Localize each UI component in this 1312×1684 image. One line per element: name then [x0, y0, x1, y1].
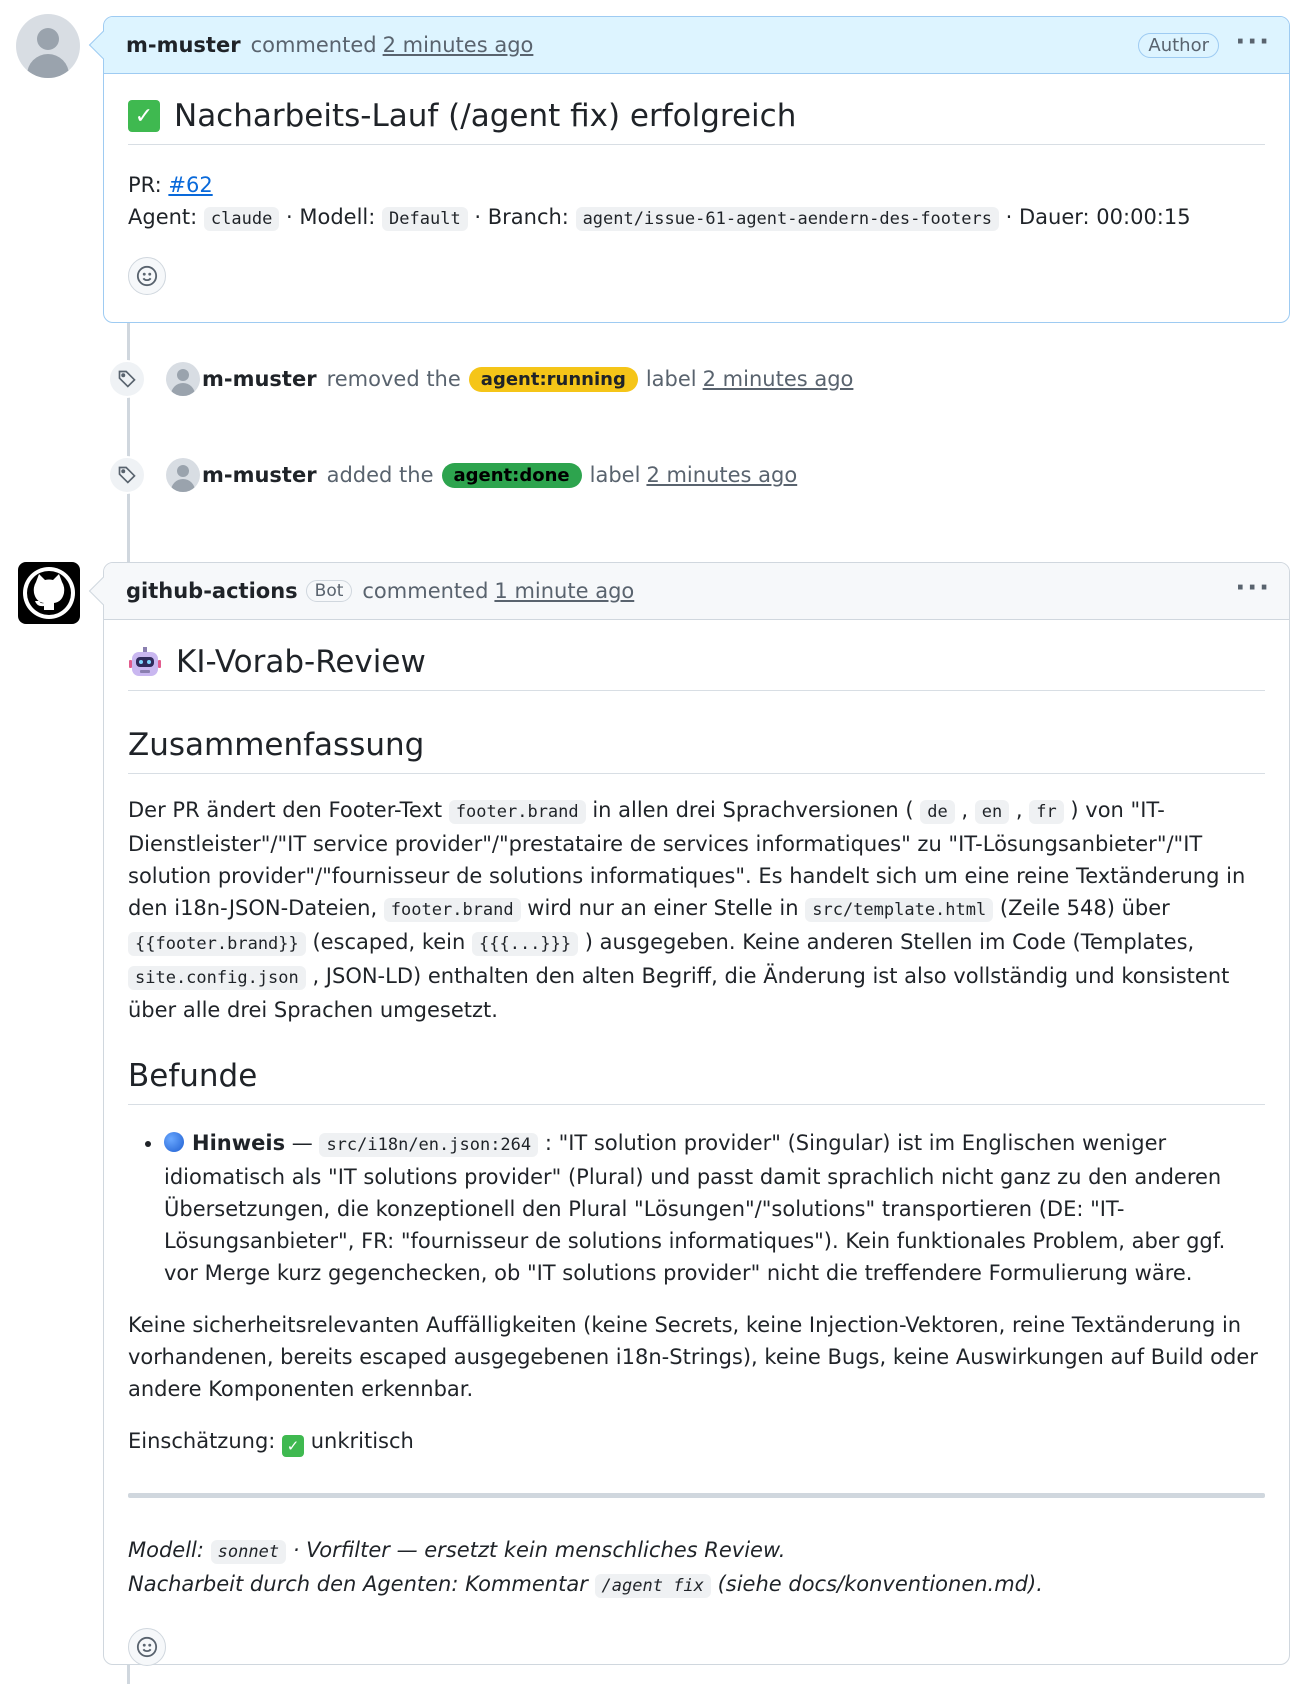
smiley-icon: [136, 265, 158, 287]
list-item: • Hinweis — src/i18n/en.json:264 : "IT solution provider" (Singular) ist im Englischen weniger idiomatisch als "IT solutions provider" (Plural) und passt damit sprachlich nicht ganz zu den anderen Übersetzungen, die konzeptionell den Plural "Lösungen"/"solutions" transportieren (DE: "IT-Lösungsanbieter", FR: "fournisseur de solutions informatiques"). Kein funktionales Problem, aber ggf. vor Merge kurz gegenchecken, ob "IT solutions provider" nicht die treffendere Formulierung wäre.: [164, 1127, 1265, 1289]
tag-icon: [108, 456, 146, 494]
pr-line: [128, 169, 1265, 201]
comment-title-text: Nacharbeits-Lauf (/agent fix) erfolgreich: [174, 98, 797, 134]
model-label: · Modell:: [286, 205, 376, 229]
comment-timestamp[interactable]: 1 minute ago: [494, 579, 635, 603]
github-actions-avatar[interactable]: [18, 562, 80, 624]
comment-action: commented: [362, 579, 489, 603]
section-heading-summary: Zusammenfassung: [128, 727, 1265, 774]
branch-value: agent/issue-61-agent-aendern-des-footers: [576, 207, 999, 231]
comment-title: [128, 644, 1265, 691]
blue-circle-icon: [164, 1132, 184, 1152]
assessment-line: Einschätzung: ✓ unkritisch: [128, 1429, 414, 1455]
summary-paragraph: Der PR ändert den Footer-Text footer.brand in allen drei Sprachversionen ( de , en , fr ) von "IT-Dienstleister"/"IT service provider"/"prestataire de services informatiques" zu "IT-Lösungsanbieter"/"IT solution provider"/"fournisseur de solutions informatiques". Es handelt sich um eine reine Textänderung in den i18n-JSON-Dateien, footer.brand wird nur an einer Stelle in src/template.html (Zeile 548) über {{footer.brand}} (escaped, kein {{{...}}} ) ausgegeben. Keine anderen Stellen im Code (Templates, site.config.json , JSON-LD) enthalten den alten Begriff, die Änderung ist also vollständig und konsistent über alle drei Sprachen umgesetzt.: [128, 798, 1246, 1022]
event-author[interactable]: m-muster: [202, 367, 317, 391]
agent-value: claude: [204, 207, 279, 231]
comment-card: [103, 562, 1290, 1665]
event-text: label: [589, 463, 641, 487]
timeline-event: [108, 456, 797, 494]
comment-title-text: KI-Vorab-Review: [176, 644, 426, 680]
comment-header: [104, 17, 1289, 74]
findings-list: [128, 1127, 1265, 1289]
event-timestamp[interactable]: 2 minutes ago: [702, 367, 854, 391]
label-agent-running[interactable]: agent:running: [469, 367, 638, 392]
event-text: added the: [326, 463, 434, 487]
event-text: label: [645, 367, 697, 391]
tag-icon: [108, 360, 146, 398]
timeline-event: [108, 360, 853, 398]
pr-label: PR:: [128, 173, 162, 197]
pr-link[interactable]: #62: [168, 173, 213, 197]
robot-icon: [128, 645, 162, 679]
branch-label: · Branch:: [474, 205, 569, 229]
comment-author[interactable]: github-actions: [126, 579, 298, 603]
event-timestamp[interactable]: 2 minutes ago: [646, 463, 798, 487]
comment-header: [104, 563, 1289, 620]
model-value: Default: [382, 207, 468, 231]
bot-badge: Bot: [306, 580, 353, 602]
kebab-menu-icon[interactable]: ···: [1235, 27, 1271, 57]
section-heading-findings: Befunde: [128, 1058, 1265, 1105]
github-logo-icon: [18, 562, 80, 624]
add-reaction-button[interactable]: [128, 257, 166, 295]
meta-line: [128, 201, 1265, 235]
comment-timestamp[interactable]: 2 minutes ago: [382, 33, 534, 57]
avatar[interactable]: [16, 14, 80, 78]
timeline-line: [127, 323, 130, 562]
comment-title: [128, 98, 1265, 145]
label-agent-done[interactable]: agent:done: [442, 463, 582, 488]
check-mark-icon: ✓: [128, 100, 160, 132]
check-mark-icon: ✓: [282, 1435, 304, 1457]
timeline-line: [127, 1665, 130, 1684]
add-reaction-button[interactable]: [128, 1628, 166, 1666]
kebab-menu-icon[interactable]: ···: [1235, 573, 1271, 603]
comment-card: [103, 16, 1290, 323]
duration-text: · Dauer: 00:00:15: [1005, 205, 1191, 229]
author-badge: Author: [1138, 33, 1219, 58]
comment-author[interactable]: m-muster: [126, 33, 241, 57]
agent-label: Agent:: [128, 205, 198, 229]
mini-avatar[interactable]: [166, 362, 200, 396]
divider: [128, 1493, 1265, 1498]
footer-model-line: Modell: sonnet · Vorfilter — ersetzt kein menschliches Review.: [128, 1538, 786, 1562]
footer-fix-line: Nacharbeit durch den Agenten: Kommentar /agent fix (siehe docs/konventionen.md).: [128, 1572, 1043, 1596]
event-text: removed the: [326, 367, 461, 391]
comment-action: commented: [250, 33, 377, 57]
smiley-icon: [136, 1636, 158, 1658]
mini-avatar[interactable]: [166, 458, 200, 492]
security-paragraph: Keine sicherheitsrelevanten Auffälligkeiten (keine Secrets, keine Injection-Vektoren, reine Textänderung in vorhandenen, bereits escaped ausgegebenen i18n-Strings), keine Bugs, keine Auswirkungen auf Build oder andere Komponenten erkennbar.: [128, 1313, 1258, 1401]
event-author[interactable]: m-muster: [202, 463, 317, 487]
